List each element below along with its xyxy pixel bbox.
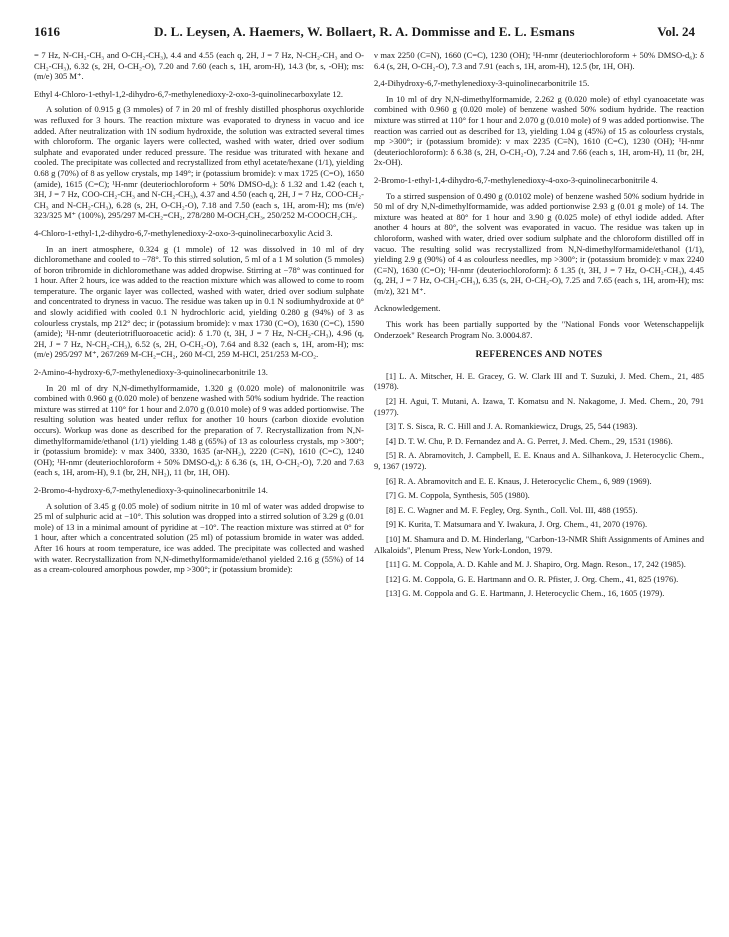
reference-item: [1] L. A. Mitscher, H. E. Gracey, G. W. Clark III and T. Suzuki, J. Med. Chem., 21, 485 (1978).	[374, 370, 704, 392]
section-body-compound-15: In 10 ml of dry N,N-dimethylformamide, 2.262 g (0.020 mole) of ethyl cyanoacetate was combined with 0.960 g (0.020 mole) of benzene washed 50% sodium hydride. The reaction mixture was stirred at 110° for 1 hour and 2.070 g (0.010 mole) of 9 was added portionwise. The reaction was carried out as described for 13, yielding 1.04 g (45%) of 15 as colourless crystals, mp >300°; ir (potassium bromide): ν max 2235 (C≡N), 1610 (C=C), 1230 (OH); ¹H-nmr (deuteriochloroform): δ 6.38 (s, 2H, O-CH₂-O), 7.24 and 7.66 (each s, 1H, arom-H), 11 (br, 2H, 2x-OH).	[374, 93, 704, 168]
reference-item: [6] R. A. Abramovitch and E. E. Knaus, J. Heterocyclic Chem., 6, 989 (1969).	[386, 475, 652, 486]
acknowledgement-body: This work has been partially supported by the "National Fonds voor Wetenschappelijk Onderzoek" Research Program No. 3.0004.87.	[374, 319, 704, 340]
section-body-compound-12: A solution of 0.915 g (3 mmoles) of 7 in 20 ml of freshly distilled phosphorus oxychloride was refluxed for 3 hours. The reaction mixture was evaporated to dryness in vacuo and ice added. After neutralization with 1N sodium hydroxide, the solution was extracted several times with chloroform. The organic layers were collected, washed with water, dried over sodium sulphate and evaporated under reduced pressure. The residue was triturated with hexane and cooled. The precipitate was collected and recrystallized from ethyl acetate/hexane (1/1), yielding 0.68 g (70%) of 8 as yellow crystals, mp 149°; ir (potassium bromide): ν max 1725 (C=O), 1650 (amide), 1615 (C=C); ¹H-nmr (deuteriochloroform + 50% DMSO-d₆): δ 1.32 and 1.42 (each t, 3H, J = 7 Hz, COO-CH₂-CH₃ and N-CH₂-CH₃), 4.37 and 4.50 (each q, 2H, J = 7 Hz, COO-CH₂-CH₃ and N-CH₂-CH₃), 6.28 (s, 2H, O-CH₂-O), 7.18 and 7.50 (each s, 1H, arom-H); ms (m/e) 323/325 M⁺ (100%), 295/297 M-CH₂=CH₂, 278/280 M-OCH₂CH₃, 250/252 M-COOCH₂CH₃.	[34, 104, 364, 221]
section-body-compound-4: To a stirred suspension of 0.490 g (0.0102 mole) of benzene washed 50% sodium hydride in 50 ml of dry N,N-dimethylformamide, was added portionwise 2.93 g (0.01 g mole) of 14. The mixture was heated at 80° for 1 hour and 3.90 g (0.025 mole) of ethyl iodide added. After another 4 hours at 80°, the solvent was evaporated in vacuo. The residue was taken up in chloroform, washed with water, dried over sodium sulphate and the chloroform distilled off in vacuo. The resulting solid was recrystallized from N,N-dimethylformamide/ethanol (1/1), yielding 2.9 g (90%) of 4 as colourless needles, mp >300°; ir (potassium bromide): ν max 2240 (C≡N), 1630 (C=O); ¹H-nmr (deuteriochloroform): δ 1.35 (t, 3H, J = 7 Hz, O-CH₂-CH₃), 4.45 (q, 2H, J = 7 Hz, O-CH₂-CH₃), 6.35 (s, 2H, O-CH₂-O), 7.25 and 7.65 (each s, 1H, arom-H); ms: (m/z), 321 M⁺.	[374, 190, 704, 296]
right-column	[374, 50, 704, 603]
section-title-compound-4: 2-Bromo-1-ethyl-1,4-dihydro-6,7-methylenedioxy-4-oxo-3-quinolinecarbonitrile 4.	[374, 174, 658, 185]
header-authors: D. L. Leysen, A. Haemers, W. Bollaert, R. A. Dommisse and E. L. Esmans	[154, 24, 575, 39]
section-title-compound-3: 4-Chloro-1-ethyl-1,2-dihydro-6,7-methylenedioxy-2-oxo-3-quinolinecarboxylic Acid 3.	[34, 227, 333, 238]
reference-item: [3] T. S. Sisca, R. C. Hill and J. A. Romankiewicz, Drugs, 25, 544 (1983).	[386, 421, 638, 432]
references-heading: REFERENCES AND NOTES	[475, 350, 603, 361]
running-header	[34, 24, 695, 42]
header-volume: Vol. 24	[657, 24, 695, 39]
page-number: 1616	[34, 24, 60, 39]
section-title-compound-15: 2,4-Dihydroxy-6,7-methylenedioxy-3-quinolinecarbonitrile 15.	[374, 78, 590, 89]
reference-item: [5] R. A. Abramovitch, J. Campbell, E. E. Knaus and A. Silhankova, J. Heterocyclic Chem., 9, 1367 (1972).	[374, 450, 704, 471]
left-column	[34, 50, 364, 575]
section-title-compound-13: 2-Amino-4-hydroxy-6,7-methylenedioxy-3-quinolinecarbonitrile 13.	[34, 367, 268, 378]
reference-item: [7] G. M. Coppola, Synthesis, 505 (1980).	[386, 490, 530, 501]
reference-item: [8] E. C. Wagner and M. F. Fegley, Org. Synth., Coll. Vol. III, 488 (1955).	[386, 504, 638, 515]
continued-paragraph-right: ν max 2250 (C≡N), 1660 (C=C), 1230 (OH); ¹H-nmr (deuteriochloroform + 50% DMSO-d₆): δ 6.4 (s, 2H, O-CH₂-O), 7.3 and 7.91 (each s, 1H, arom-H), 12.5 (br, 1H, OH).	[374, 50, 704, 71]
continued-paragraph: = 7 Hz, N-CH₂-CH₃ and O-CH₂-CH₃), 4.4 and 4.55 (each q, 2H, J = 7 Hz, N-CH₂-CH₃ and O-CH₂-CH₃), 6.32 (s, 2H, O-CH₂-O), 7.20 and 7.60 (each s, 1H, arom-H), 14.3 (br, s, -OH); ms: (m/e) 305 M⁺.	[34, 50, 364, 82]
reference-item: [12] G. M. Coppola, G. E. Hartmann and O. R. Pfister, J. Org. Chem., 41, 825 (1976).	[386, 573, 679, 584]
reference-item: [10] M. Shamura and D. M. Hinderlang, "Carbon-13-NMR Shift Assignments of Amines and Alkaloids", Plenum Press, New York-London, 1979.	[374, 533, 704, 555]
section-title-compound-14: 2-Bromo-4-hydroxy-6,7-methylenedioxy-3-quinolinecarbonitrile 14.	[34, 484, 268, 495]
reference-item: [13] G. M. Coppola and G. E. Hartmann, J. Heterocyclic Chem., 16, 1605 (1979).	[386, 588, 665, 599]
section-body-compound-14: A solution of 3.45 g (0.05 mole) of sodium nitrite in 10 ml of water was added dropwise to 25 ml of sulphuric acid at −10°. This solution was dropped into a stirred solution of 3.29 g (0.01 mole) of 13 in a minimal amount of pyridine at −10°. The reaction mixture was stirred at 0° for 1 hour, after which a concentrated solution (25 ml) of potassium bromide in water was added. After 16 hours at room temperature, ice was added. The precipitate was collected and washed with water. Recrystallization from N,N-dimethylformamide/ethanol yielded 2.16 g (55%) of 14 as a cream-coloured amorphous powder, mp >300°; ir (potassium bromide):	[34, 500, 364, 575]
acknowledgement-heading: Acknowledgement.	[374, 303, 441, 314]
section-body-compound-3: In an inert atmosphere, 0.324 g (1 mmole) of 12 was dissolved in 10 ml of dry dichloromethane and cooled to −78°. To this stirred solution, 5 ml of a 1 M solution (5 mmoles) of boron tribromide in dichloromethane was added dropwise. Stirring at −78° was continued for 1 hour. After 2 hours, ice was added to the reaction mixture which was allowed to come to room temperature. The organic layer was collected, washed with water, dried over sodium sulphate and concentrated to dryness in vacuo. The residue was taken up in 0.1 N sodiumhydroxide at 0° and slowly acidified with cooled 0.1 N hydrochloric acid, yielding 0.280 g (94%) of 3 as colourless crystals, mp 212° dec; ir (potassium bromide): ν max 1730 (C=O), 1630 (C=C), 1590 (amide); ¹H-nmr (deuteriotrifluoroacetic acid): δ 1.70 (t, 3H, J = 7 Hz, N-CH₂-CH₃), 4.96 (q, 2H, J = 7 Hz, N-CH₂-CH₃), 6.52 (s, 2H, O-CH₂-O), 7.64 and 8.32 (each s, 1H, arom-H); ms: (m/e) 295/297 M⁺, 267/269 M-CH₂=CH₂, 260 M-Cl, 259 M-HCl, 251/253 M-CO₂.	[34, 243, 364, 360]
reference-item: [9] K. Kurita, T. Matsumara and Y. Iwakura, J. Org. Chem., 41, 2070 (1976).	[386, 519, 648, 530]
reference-item: [4] D. T. W. Chu, P. D. Fernandez and A. G. Perret, J. Med. Chem., 29, 1531 (1986).	[386, 435, 673, 446]
section-body-compound-13: In 20 ml of dry N,N-dimethylformamide, 1.320 g (0.020 mole) of malononitrile was combined with 0.960 g (0.020 mole) of benzene washed with 50% sodium hydride. The reaction mixture was stirred at 110° for 1 hour and 2.070 g (0.010 mole) of 9 was added portionwise. The resulting solution was heated under reflux for another 10 hours (carbon dioxide evolution occurs). Workup was done as described for the preparation of 7. Recrystallization from N,N-dimethylformamide/ethanol (1/1) yielding 1.48 g (65%) of 13 as colourless crystals, mp >300°; ir (potassium bromide): ν max 3400, 3330, 1635 (ar-NH₂), 2220 (C≡N), 1610 (C=C), 1240 (OH); ¹H-nmr (deuteriochloroform + 50% DMSO-d₆): δ 6.36 (s, 1H, O-CH₂-O), 7.20 and 7.63 (each s, 1H, arom-H), 9.1 (br, 2H, NH₂), 11 (br, 1H, OH).	[34, 382, 364, 478]
references-list	[374, 371, 704, 599]
reference-item: [2] H. Agui, T. Mutani, A. Izawa, T. Komatsu and N. Nakagome, J. Med. Chem., 20, 791 (1977).	[374, 396, 704, 417]
section-title-compound-12: Ethyl 4-Chloro-1-ethyl-1,2-dihydro-6,7-methylenedioxy-2-oxo-3-quinolinecarboxylate 12.	[34, 88, 343, 99]
reference-item: [11] G. M. Coppola, A. D. Kahle and M. J. Shapiro, Org. Magn. Reson., 17, 242 (1985).	[386, 559, 686, 570]
